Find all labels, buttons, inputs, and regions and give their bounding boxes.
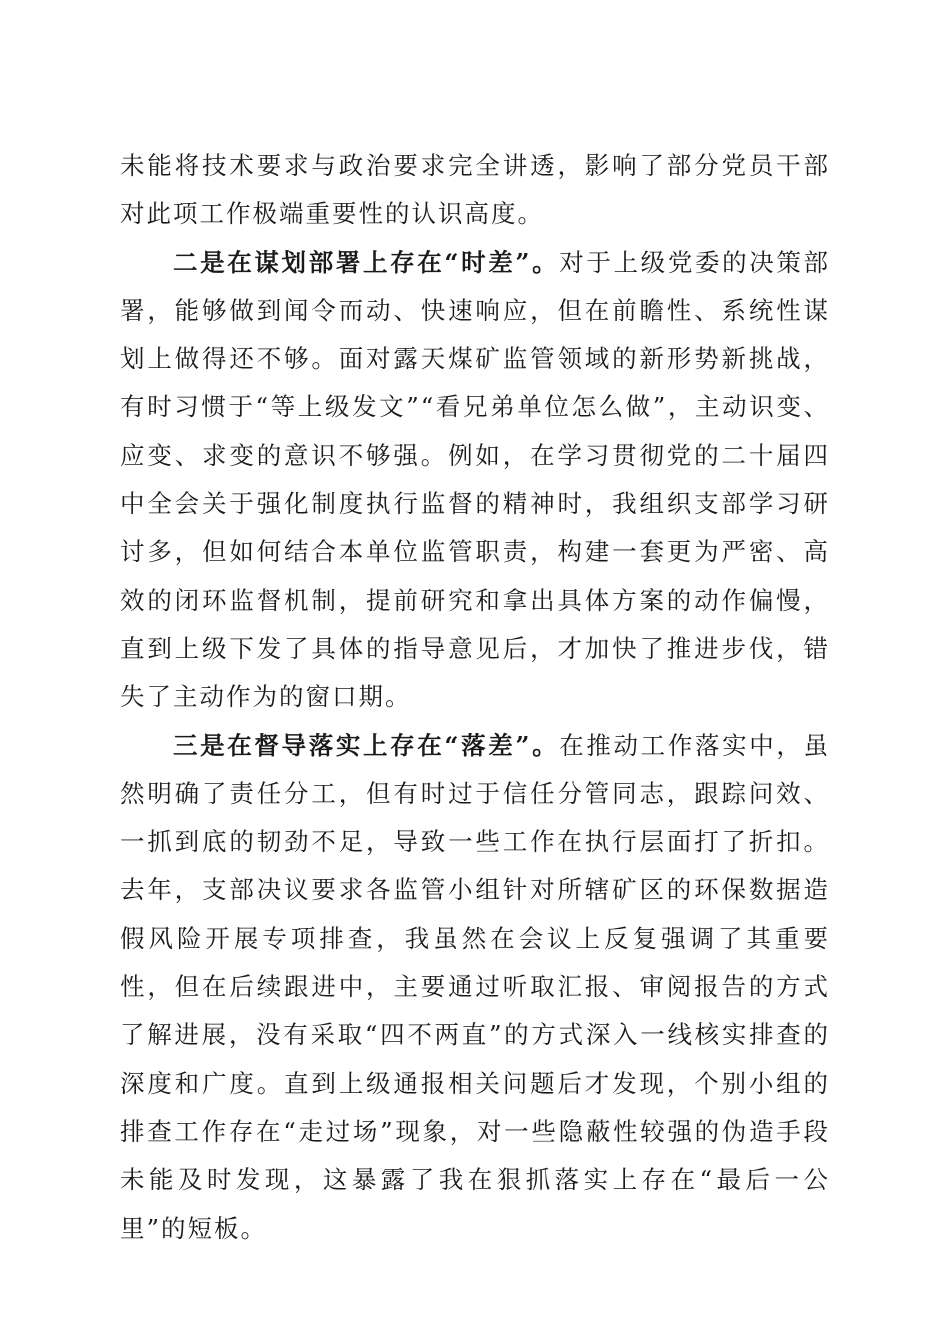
- paragraph-lead: 三是在督导落实上存在“落差”。: [173, 730, 560, 760]
- paragraph-continuation: [120, 142, 830, 239]
- paragraph-body: 在推动工作落实中，虽然明确了责任分工，但有时过于信任分管同志，跟踪问效、一抓到底的韧劲不足，导致一些工作在执行层面打了折扣。去年，支部决议要求各监管小组针对所辖矿区的环保数据造假风险开展专项排查，我虽然在会议上反复强调了其重要性，但在后续跟进中，主要通过听取汇报、审阅报告的方式了解进展，没有采取“四不两直”的方式深入一线核实排查的深度和广度。直到上级通报相关问题后才发现，个别小组的排查工作存在“走过场”现象，对一些隐蔽性较强的伪造手段未能及时发现，这暴露了我在狠抓落实上存在“最后一公里”的短板。: [120, 730, 831, 1243]
- paragraph-body: 未能将技术要求与政治要求完全讲透，影响了部分党员干部对此项工作极端重要性的认识高度。: [120, 151, 830, 229]
- document-page: [120, 142, 830, 1253]
- paragraph-body: 对于上级党委的决策部署，能够做到闻令而动、快速响应，但在前瞻性、系统性谋划上做得还不够。面对露天煤矿监管领域的新形势新挑战，有时习惯于“等上级发文”“看兄弟单位怎么做”，主动识变、应变、求变的意识不够强。例如，在学习贯彻党的二十届四中全会关于强化制度执行监督的精神时，我组织支部学习研讨多，但如何结合本单位监管职责，构建一套更为严密、高效的闭环监督机制，提前研究和拿出具体方案的动作偏慢，直到上级下发了具体的指导意见后，才加快了推进步伐，错失了主动作为的窗口期。: [120, 247, 831, 712]
- paragraph-lead: 二是在谋划部署上存在“时差”。: [173, 247, 560, 277]
- paragraph-timing-gap: [120, 239, 830, 722]
- paragraph-implementation-gap: [120, 722, 830, 1253]
